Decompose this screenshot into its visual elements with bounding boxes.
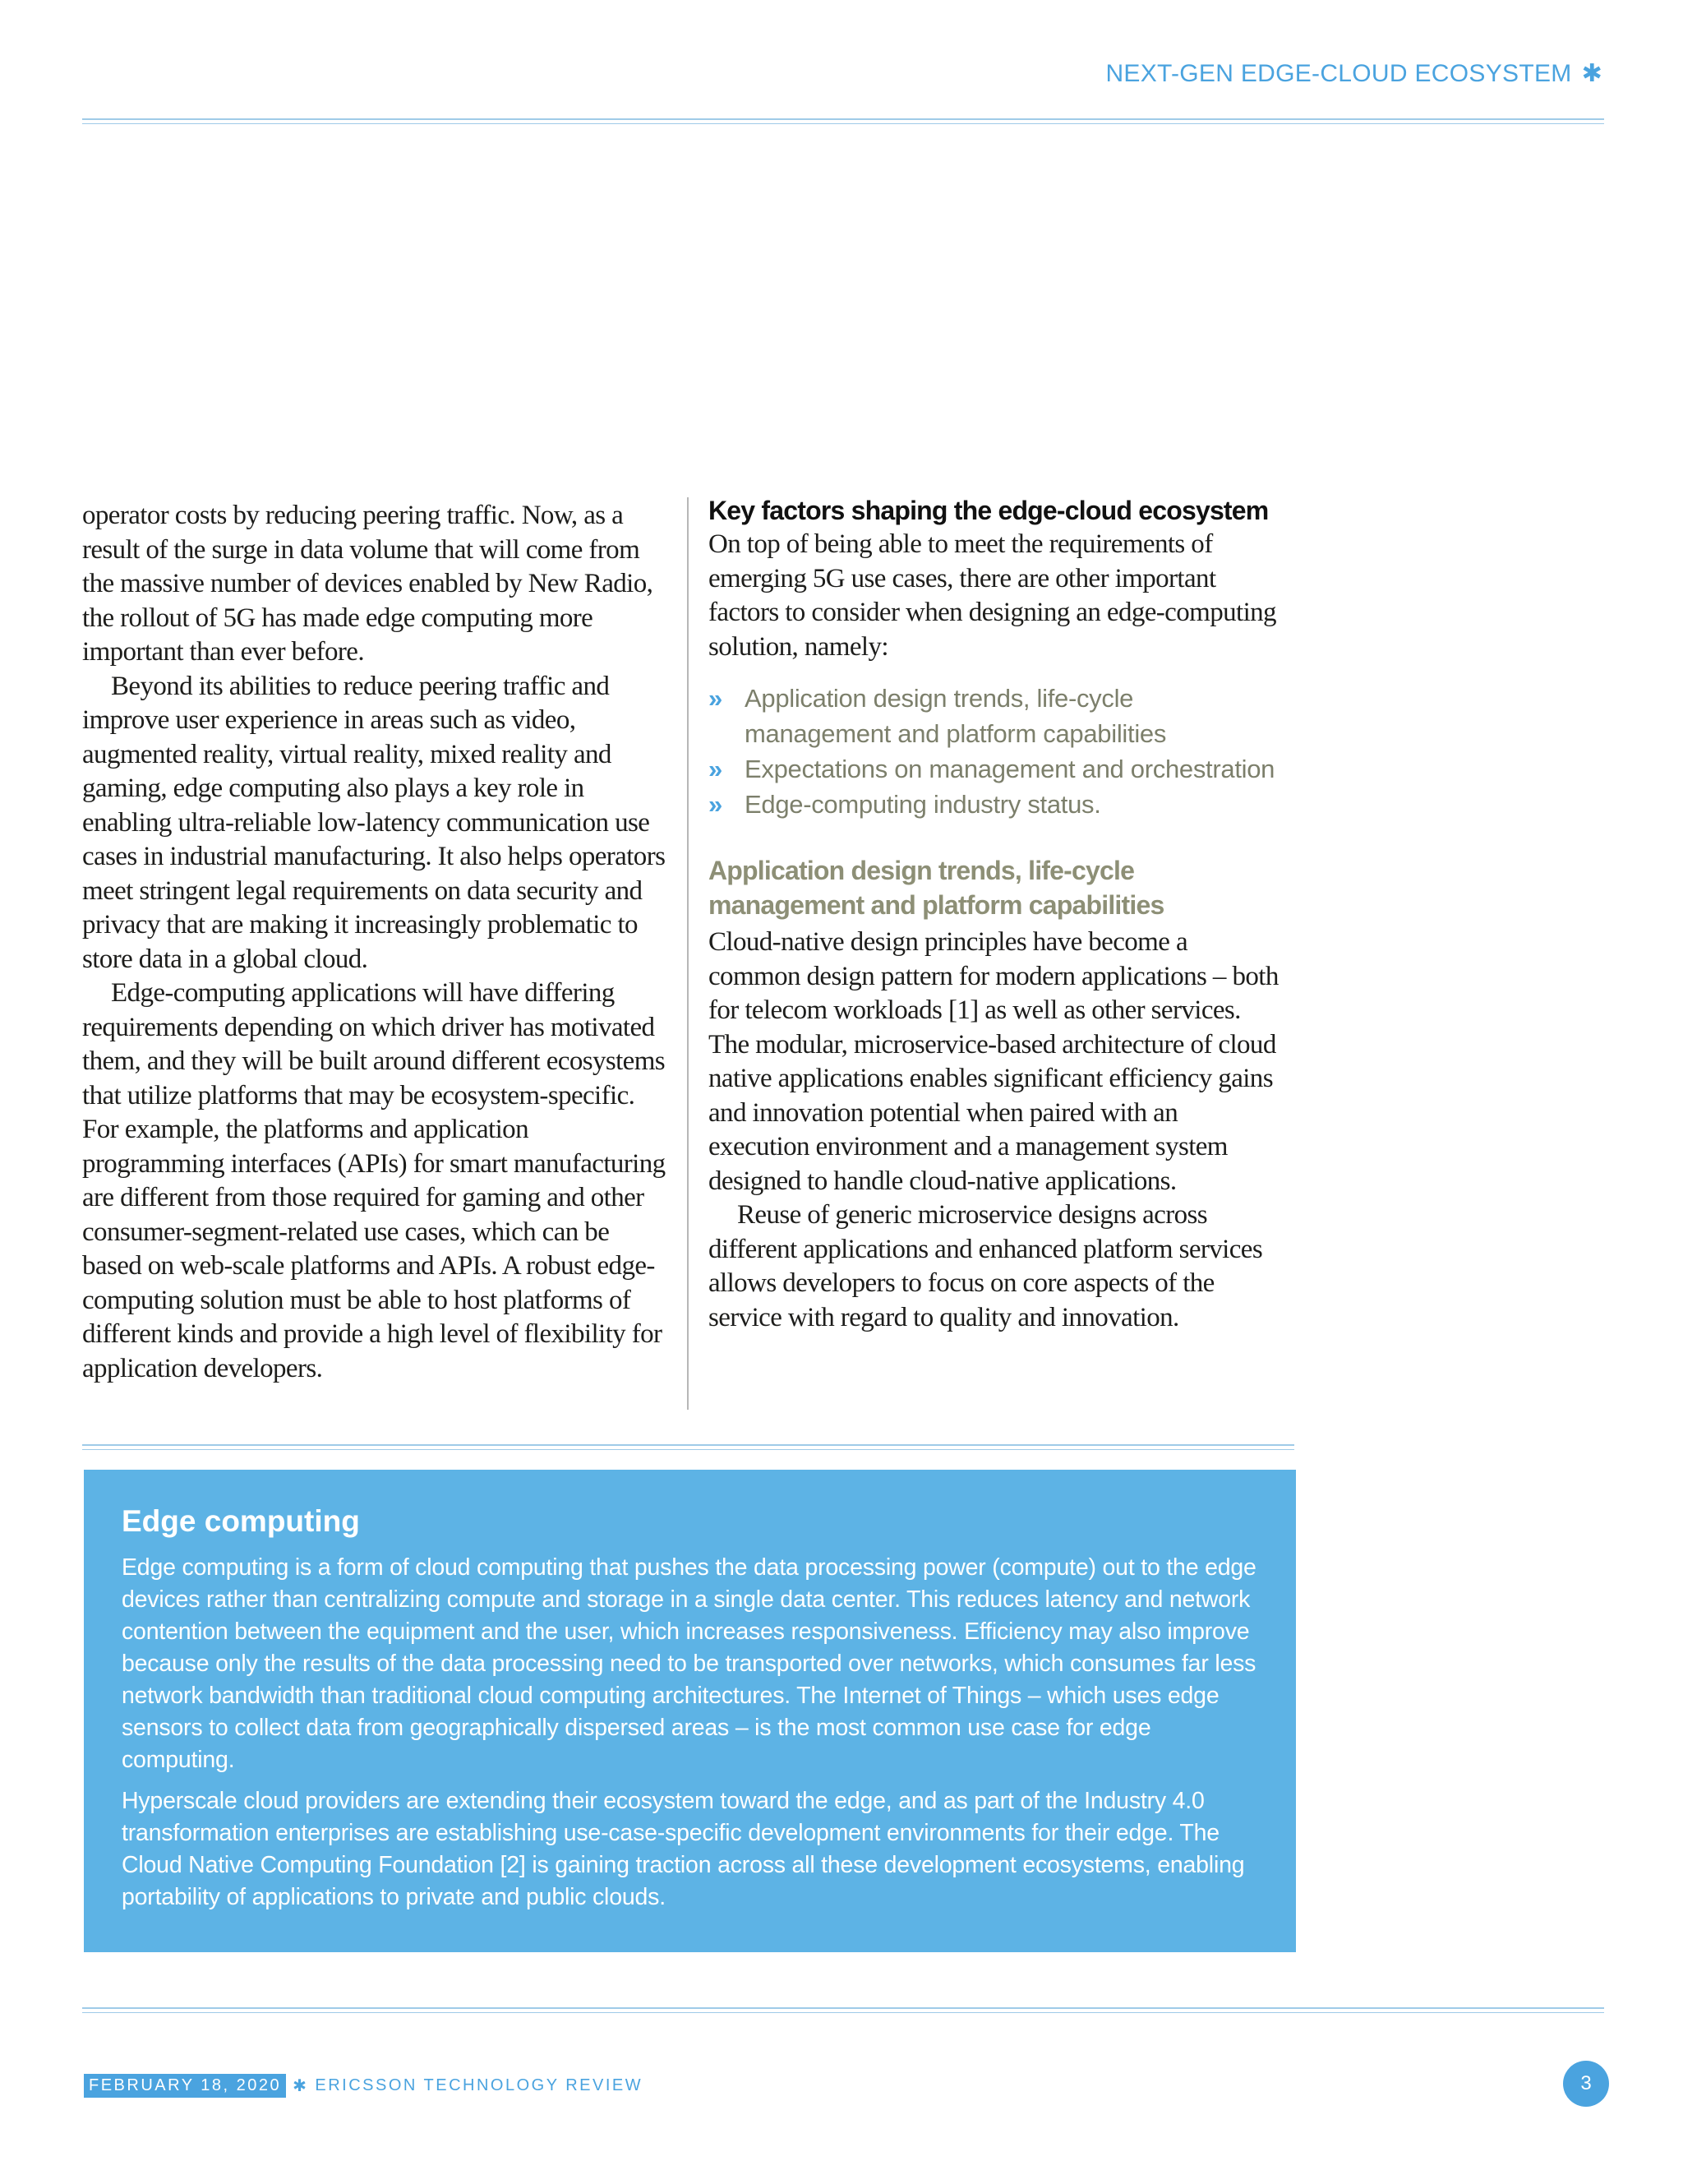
subsection-heading: Application design trends, life-cycle management and platform capabilities xyxy=(708,856,1164,920)
right-column xyxy=(708,493,1284,1335)
footer-rule-thin xyxy=(82,2012,1604,2013)
intro-paragraph: On top of being able to meet the requirements of emerging 5G use cases, there are other important factors to consider when designing an edge-computing solution, namely: xyxy=(708,529,1276,662)
header-rule xyxy=(82,118,1604,120)
box-rule-thin xyxy=(82,1449,1294,1450)
body-paragraph: Edge-computing applications will have differing requirements depending on which driver has motivated them, and they will be built around different ecosystems that utilize platforms that may be ecosystem-specific. For example, the platforms and application programming interfaces (APIs) for smart manufacturing are different from those required for gaming and other consumer-segment-related use cases, which can be based on web-scale platforms and APIs. A robust edge-computing solution must be able to host platforms of different kinds and provide a high level of flexibility for application developers. xyxy=(82,978,666,1383)
header-title: NEXT-GEN EDGE-CLOUD ECOSYSTEM xyxy=(1105,59,1572,87)
chevron-right-icon: » xyxy=(708,790,718,819)
section-heading: Key factors shaping the edge-cloud ecosystem xyxy=(708,496,1269,525)
chevron-right-icon: » xyxy=(708,755,718,783)
asterisk-icon: ✱ xyxy=(293,2077,309,2095)
footer-date: FEBRUARY 18, 2020 xyxy=(84,2074,286,2098)
body-paragraph: Beyond its abilities to reduce peering traffic and improve user experience in areas such as video, augmented reality, virtual reality, mixed reality and gaming, edge computing also plays a key role in enabling ultra-reliable low-latency communication use cases in industrial manufacturing. It also helps operators meet stringent legal requirements on data security and privacy that are making it increasingly problematic to store data in a global cloud. xyxy=(82,671,666,974)
factbox-title: Edge computing xyxy=(122,1504,360,1538)
list-item: » Edge-computing industry status. xyxy=(708,787,1284,822)
body-paragraph: Cloud-native design principles have become a common design pattern for modern applications – both for telecom workloads [1] as well as other services. The modular, microservice-based architecture of cloud native applications enables significant efficiency gains and innovation potential when paired with an execution environment and a management system designed to handle cloud-native applications. xyxy=(708,927,1279,1196)
left-column xyxy=(82,499,674,1386)
page-number: 3 xyxy=(1563,2061,1609,2107)
list-item: » Expectations on management and orchestration xyxy=(708,751,1284,787)
chevron-right-icon: » xyxy=(708,684,718,713)
footer-rule xyxy=(82,2007,1604,2009)
asterisk-icon: ✱ xyxy=(1581,60,1602,87)
header-rule-thin xyxy=(82,123,1604,124)
factor-list xyxy=(708,681,1284,822)
list-item: » Application design trends, life-cycle management and platform capabilities xyxy=(708,681,1284,751)
body-paragraph: operator costs by reducing peering traffic. Now, as a result of the surge in data volume that will come from the massive number of devices enabled by New Radio, the rollout of 5G has made edge computing more important than ever before. xyxy=(82,501,653,667)
box-rule xyxy=(82,1444,1294,1446)
edge-computing-factbox xyxy=(84,1470,1296,1952)
footer xyxy=(84,2074,643,2098)
running-header xyxy=(1105,59,1602,88)
factbox-paragraph: Edge computing is a form of cloud computing that pushes the data processing power (compute) out to the edge devices rather than centralizing compute and storage in a single data center. This reduces latency and network contention between the equipment and the user, which increases responsiveness. Efficiency may also improve because only the results of the data processing need to be transported over networks, which consumes far less network bandwidth than traditional cloud computing architectures. The Internet of Things – which uses edge sensors to collect data from geographically dispersed areas – is the most common use case for edge computing. xyxy=(122,1554,1256,1773)
body-paragraph: Reuse of generic microservice designs across different applications and enhanced platform services allows developers to focus on core aspects of the service with regard to quality and innovation. xyxy=(708,1200,1263,1332)
factbox-paragraph: Hyperscale cloud providers are extending their ecosystem toward the edge, and as part of the Industry 4.0 transformation enterprises are establishing use-case-specific development environments for their edge. The Cloud Native Computing Foundation [2] is gaining traction across all these development ecosystems, enabling portability of applications to private and public clouds. xyxy=(122,1788,1245,1910)
publication-name: ERICSSON TECHNOLOGY REVIEW xyxy=(315,2076,643,2094)
column-divider xyxy=(687,497,689,1410)
